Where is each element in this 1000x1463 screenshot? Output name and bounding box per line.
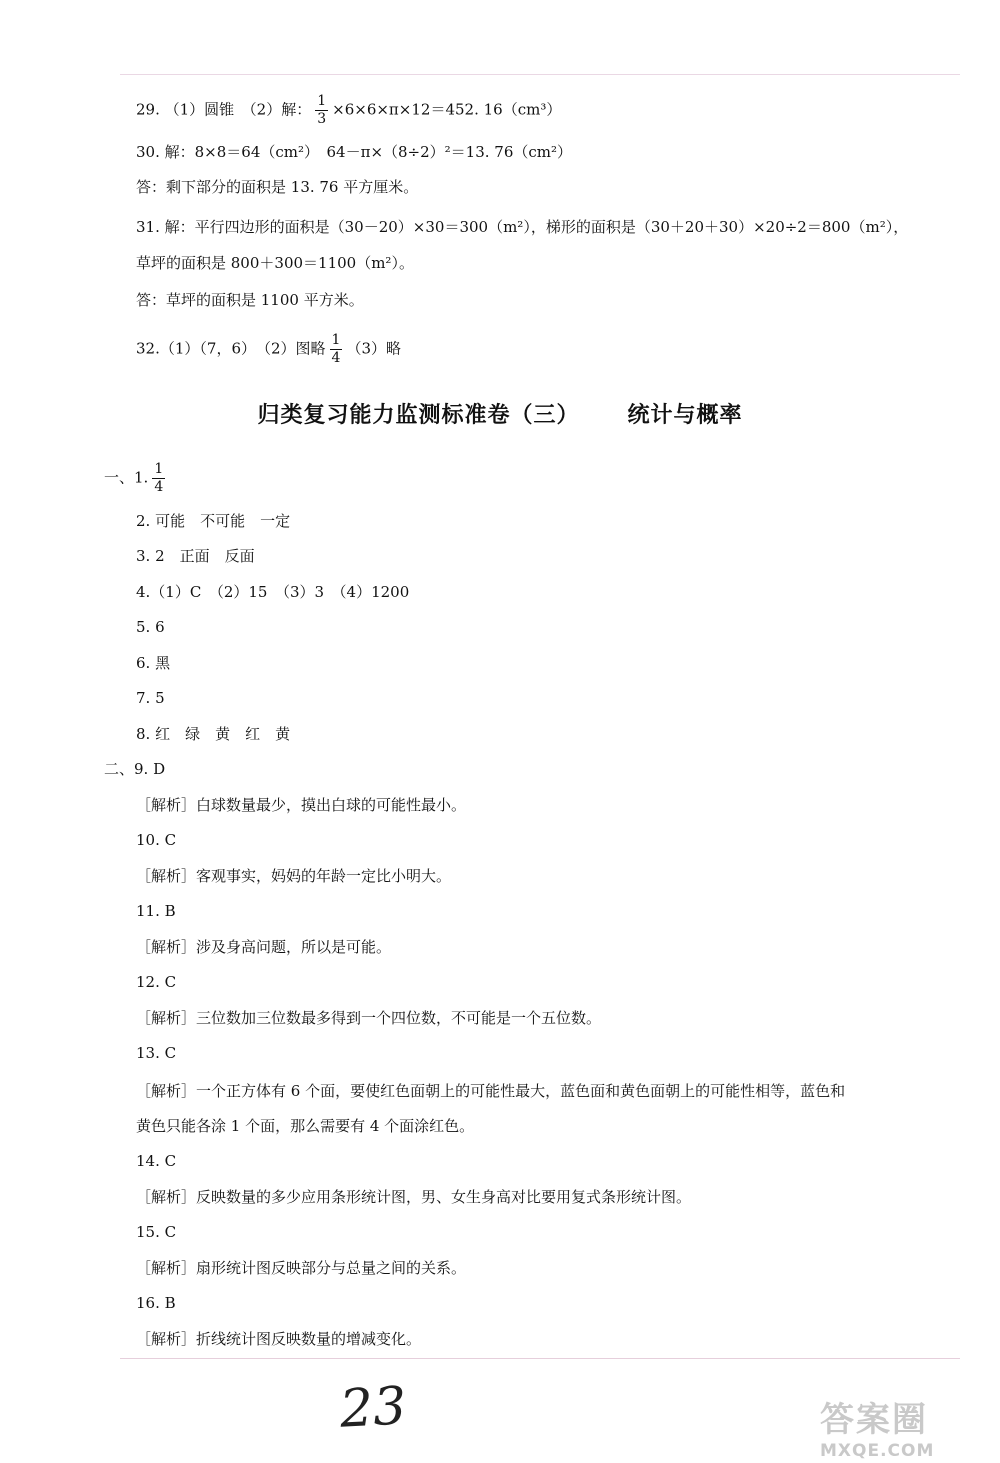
answer-5: 5. 6 [136,618,165,636]
answer-31-conclusion: 答：草坪的面积是 1100 平方米。 [136,291,364,309]
answer-4: 4.（1）C （2）15 （3）3 （4）1200 [136,583,410,601]
answer-16: 16. B [136,1294,176,1312]
answer-13-note-line1: ［解析］一个正方体有 6 个面，要使红色面朝上的可能性最大，蓝色面和黄色面朝上的可能性相等，蓝色和 [136,1082,846,1100]
answer-10: 10. C [136,831,177,849]
bottom-rule [120,1358,960,1359]
answer-13: 13. C [136,1044,177,1062]
answer-15: 15. C [136,1223,177,1241]
answer-30: 30. 解：8×8＝64（cm²） 64－π×（8÷2）²＝13. 76（cm²） [136,143,573,161]
handwritten-page-number: 23 [338,1376,408,1440]
answer-10-note: ［解析］客观事实，妈妈的年龄一定比小明大。 [136,867,452,885]
fraction-one-quarter: $\frac{1}{4}$ [331,332,341,366]
answer-13-note-line2: 黄色只能各涂 1 个面，那么需要有 4 个面涂红色。 [136,1117,475,1135]
answer-15-note: ［解析］扇形统计图反映部分与总量之间的关系。 [136,1259,467,1277]
answer-8: 8. 红 绿 黄 红 黄 [136,725,291,743]
answer-32 [136,333,401,366]
answer-29 [136,94,561,127]
section-title-right: 统计与概率 [627,403,743,428]
answer-14-note: ［解析］反映数量的多少应用条形统计图，男、女生身高对比要用复式条形统计图。 [136,1188,692,1206]
section-title-left: 归类复习能力监测标准卷（三） [257,403,580,428]
answer-31-line2: 草坪的面积是 800＋300＝1100（m²）。 [136,254,414,272]
answer-31-line1: 31. 解：平行四边形的面积是（30－20）×30＝300（m²），梯形的面积是（30＋20＋30）×20÷2＝800（m²）， [136,218,909,236]
watermark-text: 答案圈 [820,1400,928,1440]
answer-1-label: 一、1. [104,468,149,487]
answer-11-note: ［解析］涉及身高问题，所以是可能。 [136,938,392,956]
answer-29-text: 29. （1）圆锥 （2）解： [136,100,312,119]
answer-2: 2. 可能 不可能 一定 [136,512,291,530]
answer-32-text: 32.（1）（7，6） （2）图略 [136,339,326,358]
answer-11: 11. B [136,902,176,920]
answer-7: 7. 5 [136,689,165,707]
answer-12: 12. C [136,973,177,991]
answer-29-formula: ×6×6×π×12＝452. 16（cm³） [332,100,562,119]
answer-9-note: ［解析］白球数量最少，摸出白球的可能性最小。 [136,796,467,814]
answer-14: 14. C [136,1152,177,1170]
section-title [0,398,1000,429]
answer-32-tail: （3）略 [346,339,401,358]
answer-1 [104,462,169,495]
watermark-logo [820,1392,998,1461]
answer-3: 3. 2 正面 反面 [136,547,255,565]
fraction-one-third: $\frac{1}{3}$ [317,93,327,127]
answer-12-note: ［解析］三位数加三位数最多得到一个四位数，不可能是一个五位数。 [136,1009,602,1027]
answer-6: 6. 黑 [136,654,171,672]
answer-30-conclusion: 答：剩下部分的面积是 13. 76 平方厘米。 [136,178,419,196]
answer-9: 二、9. D [104,760,166,778]
watermark-url: MXQE.COM [820,1441,935,1461]
fraction-one-quarter-2: $\frac{1}{4}$ [154,461,164,495]
top-rule [120,74,960,75]
answer-16-note: ［解析］折线统计图反映数量的增减变化。 [136,1330,422,1348]
